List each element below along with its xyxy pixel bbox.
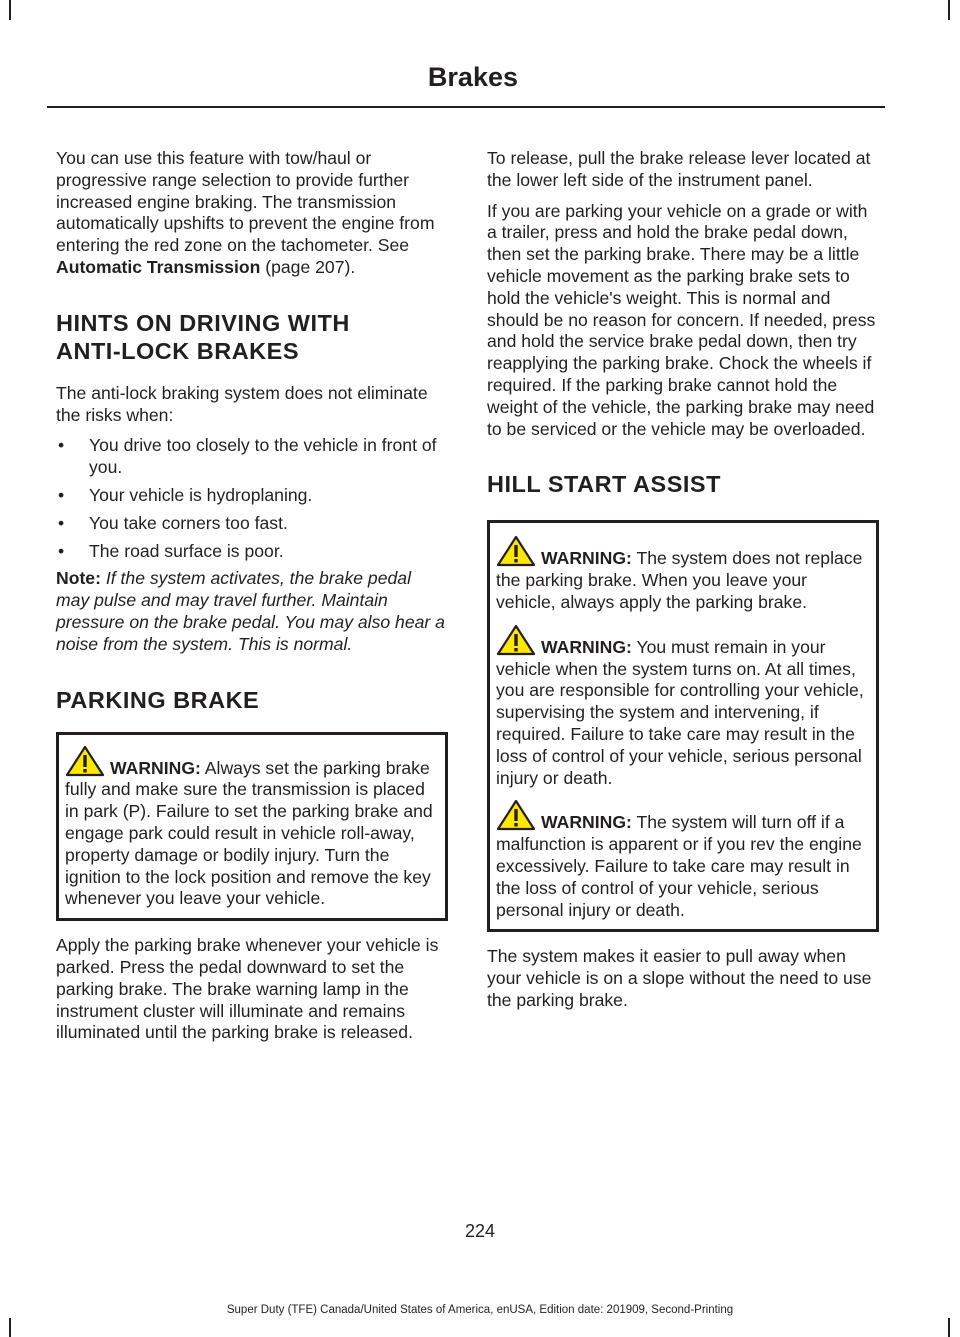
left-column bbox=[56, 148, 448, 1053]
automatic-transmission-link[interactable]: Automatic Transmission bbox=[56, 256, 261, 277]
abs-heading: HINTS ON DRIVING WITH ANTI-LOCK BRAKES bbox=[56, 309, 350, 364]
header-rule bbox=[47, 106, 885, 108]
warning-triangle-icon bbox=[496, 799, 536, 831]
crop-mark-top-left bbox=[9, 0, 11, 20]
right-column bbox=[487, 148, 879, 1021]
parking-apply-paragraph: Apply the parking brake whenever your vehicle is parked. Press the pedal downward to set the parking brake. The brake warning lamp in the instrument cluster will illuminate and remains illuminated until the parking brake is released. bbox=[56, 935, 439, 1043]
release-paragraph: To release, pull the brake release lever located at the lower left side of the instrument panel. bbox=[487, 148, 871, 190]
warning-triangle-icon bbox=[65, 745, 105, 777]
hill-warning-1: WARNING: The system does not replace the parking brake. When you leave your vehicle, always apply the parking brake. bbox=[496, 535, 870, 613]
list-item: • Your vehicle is hydroplaning. bbox=[58, 484, 313, 505]
hill-start-warning-box bbox=[487, 520, 879, 932]
parking-warning-box bbox=[56, 732, 448, 922]
edition-footer: Super Duty (TFE) Canada/United States of America, enUSA, Edition date: 201909, Second-Printing bbox=[226, 1304, 734, 1316]
grade-paragraph: If you are parking your vehicle on a grade or with a trailer, press and hold the brake pedal down, then set the parking brake. There may be a little vehicle movement as the parking brake sets to hold the vehicle's weight. This is normal and should be no reason for concern. If needed, press and hold the service brake pedal down, then try reapplying the parking brake. Chock the wheels if required. If the parking brake cannot hold the weight of the vehicle, the parking brake may need to be serviced or the vehicle may be overloaded. bbox=[487, 200, 876, 439]
parking-brake-heading: PARKING BRAKE bbox=[56, 686, 260, 713]
abs-note: Note: If the system activates, the brake pedal may pulse and may travel further. Maintain pressure on the brake pedal. You may also hear a noise from the system. This is normal. bbox=[56, 568, 445, 654]
bullet-icon: • bbox=[58, 484, 65, 505]
tow-haul-paragraph: You can use this feature with tow/haul or progressive range selection to provide further increased engine braking. The transmission automatically upshifts to prevent the engine from entering the red zone on the tachometer. See Automatic Transmission (page 207). bbox=[56, 148, 435, 277]
page-title: Brakes bbox=[427, 62, 518, 92]
hill-start-paragraph: The system makes it easier to pull away when your vehicle is on a slope without the need to use the parking brake. bbox=[487, 946, 872, 1010]
hill-start-heading: HILL START ASSIST bbox=[487, 471, 721, 498]
bullet-icon: • bbox=[58, 512, 65, 533]
crop-mark-top-right bbox=[948, 0, 950, 20]
hill-warning-3: WARNING: The system will turn off if a malfunction is apparent or if you rev the engine excessively. Failure to take care may result in the loss of control of your vehicle, serious personal injury or death. bbox=[496, 799, 870, 921]
warning-triangle-icon bbox=[496, 624, 536, 656]
page-number: 224 bbox=[464, 1221, 496, 1241]
list-item: • The road surface is poor. bbox=[58, 540, 284, 561]
crop-mark-bottom-left bbox=[9, 1318, 11, 1337]
abs-risk-list bbox=[56, 435, 448, 562]
list-item: • You take corners too fast. bbox=[58, 512, 288, 533]
abs-intro: The anti-lock braking system does not eliminate the risks when: bbox=[56, 382, 428, 425]
bullet-icon: • bbox=[58, 435, 65, 456]
parking-warning: WARNING: Always set the parking brake fully and make sure the transmission is placed in park (P). Failure to set the parking brake and engage park could result in vehicle roll-away, property damage or bodily injury. Turn the ignition to the lock position and remove the key whenever you leave your vehicle. bbox=[65, 745, 439, 911]
list-item: • You drive too closely to the vehicle in front of you. bbox=[58, 435, 437, 478]
hill-warning-2: WARNING: You must remain in your vehicle when the system turns on. At all times, you are responsible for controlling your vehicle, supervising the system and intervening, if required. Failure to take care may result in the loss of control of your vehicle, serious personal injury or death. bbox=[496, 624, 870, 790]
crop-mark-bottom-right bbox=[948, 1318, 950, 1337]
bullet-icon: • bbox=[58, 540, 65, 561]
warning-triangle-icon bbox=[496, 535, 536, 567]
